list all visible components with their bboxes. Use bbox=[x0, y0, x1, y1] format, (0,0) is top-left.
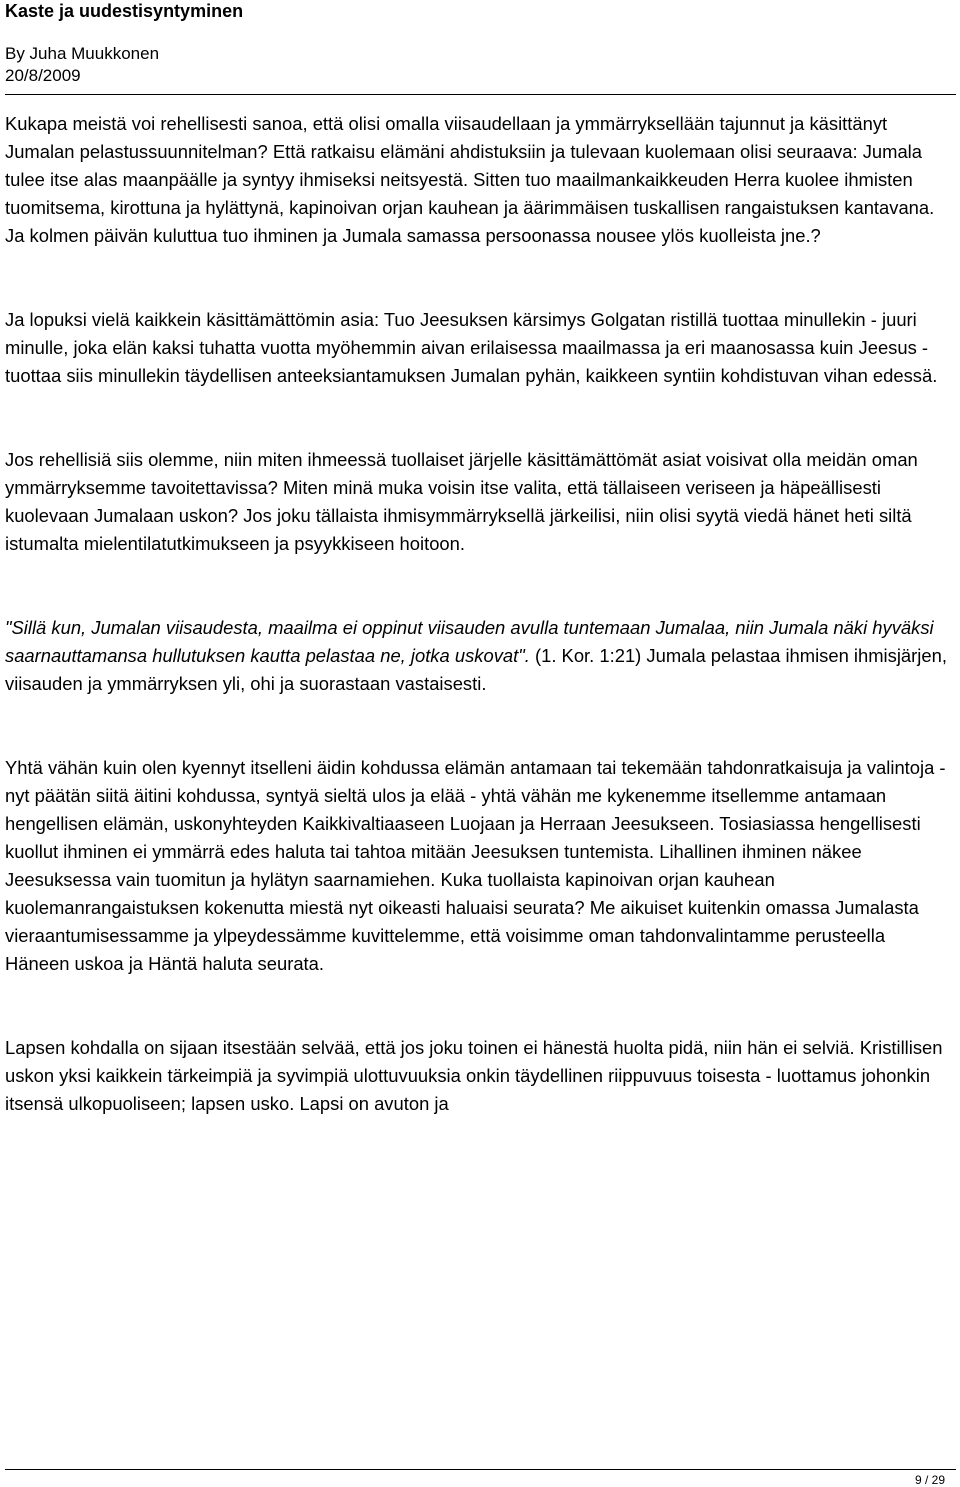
paragraph: Jos rehellisiä siis olemme, niin miten ihmeessä tuollaiset järjelle käsittämättömät asiat voisivat olla meidän oman ymmärryksemme tavoitettavissa? Miten minä muka voisin itse valita, että tällaiseen veriseen ja häpeällisesti kuolevaan Jumalaan uskon? Jos joku tällaista ihmisymmärryksellä järkeilisi, niin olisi syytä viedä hänet heti siltä istumalta mielentilatutkimukseen ja psyykkiseen hoitoon. bbox=[5, 449, 918, 554]
document-title: Kaste ja uudestisyntyminen bbox=[5, 1, 244, 21]
bible-quote: "Sillä kun, Jumalan viisaudesta, maailma ei oppinut viisauden avulla tuntemaan Jumalaa, niin Jumala näki hyväksi saarnauttamansa hullutuksen kautta pelastaa ne, jotka uskovat". bbox=[5, 617, 934, 666]
footer-divider bbox=[5, 1469, 956, 1470]
paragraph: Kukapa meistä voi rehellisesti sanoa, että olisi omalla viisaudellaan ja ymmärryksellään tajunnut ja käsittänyt Jumalan pelastussuunnitelman? Että ratkaisu elämäni ahdistuksiin ja tulevaan kuolemaan olisi seuraava: Jumala tulee itse alas maanpäälle ja syntyy ihmiseksi neitsyestä. Sitten tuo maailmankaikkeuden Herra kuolee ihmisten tuomitsema, kirottuna ja hylättynä, kapinoivan orjan kauhean ja äärimmäisen tuskallisen rangaistuksen kantavana. Ja kolmen päivän kuluttua tuo ihminen ja Jumala samassa persoonassa nousee ylös kuolleista jne.? bbox=[5, 113, 935, 246]
document-author: By Juha Muukkonen bbox=[5, 44, 160, 63]
paragraph: Ja lopuksi vielä kaikkein käsittämättömin asia: Tuo Jeesuksen kärsimys Golgatan ristillä tuottaa minullekin - juuri minulle, joka elän kaksi tuhatta vuotta myöhemmin aivan erilaisessa maailmassa ja eri maanosassa kuin Jeesus - tuottaa siis minullekin täydellisen anteeksiantamuksen Jumalan pyhän, kaikkeen syntiin kohdistuvan vihan edessä. bbox=[5, 309, 938, 386]
quote-paragraph bbox=[5, 614, 950, 698]
article-body bbox=[5, 110, 950, 1174]
header-divider bbox=[5, 94, 956, 95]
page-header bbox=[5, 0, 955, 87]
quote-reference-text: (1. Kor. 1:21) Jumala pelastaa ihmisen ihmisjärjen, viisauden ja ymmärryksen yli, ohi ja suorastaan vastaisesti. bbox=[5, 645, 947, 694]
paragraph: Lapsen kohdalla on sijaan itsestään selvää, että jos joku toinen ei hänestä huolta pidä, niin hän ei selviä. Kristillisen uskon yksi kaikkein tärkeimpiä ja syvimpiä ulottuvuuksia onkin täydellinen riippuvuus toisesta - luottamus johonkin itsensä ulkopuoliseen; lapsen usko. Lapsi on avuton ja bbox=[5, 1037, 943, 1114]
page-number: 9 / 29 bbox=[914, 1473, 945, 1487]
paragraph: Yhtä vähän kuin olen kyennyt itselleni äidin kohdussa elämän antamaan tai tekemään tahdonratkaisuja ja valintoja - nyt päätän siitä äitini kohdussa, syntyä sieltä ulos ja elää - yhtä vähän me kykenemme itsellemme antamaan hengellisen elämän, uskonyhteyden Kaikkivaltiaaseen Luojaan ja Herraan Jeesukseen. Tosiasiassa hengellisesti kuollut ihminen ei ymmärrä edes haluta tai tahtoa mitään Jeesuksen tuntemista. Lihallinen ihminen näkee Jeesuksessa vain tuomitun ja hylätyn saarnamiehen. Kuka tuollaista kapinoivan orjan kauhean kuolemanrangaistuksen kokenutta miestä nyt oikeasti haluaisi seurata? Me aikuiset kuitenkin omassa Jumalasta vieraantumisessamme ja ylpeydessämme kuvittelemme, että voisimme oman tahdonvalintamme perusteella Häneen uskoa ja Häntä haluta seurata. bbox=[5, 757, 946, 974]
document-date: 20/8/2009 bbox=[5, 66, 81, 85]
